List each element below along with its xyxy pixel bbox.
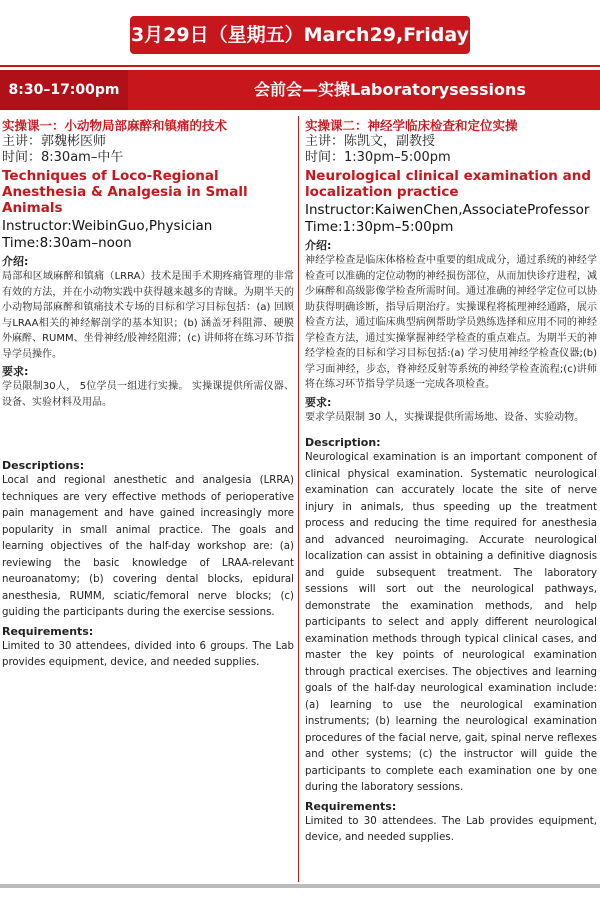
description-label: Description: [305, 436, 381, 449]
workshop-right [305, 118, 597, 878]
workshop-left [2, 118, 294, 878]
session-bar [0, 70, 600, 110]
intro-text: 神经学检查是临床体格检查中重要的组成成分，通过系统的神经学检查可以准确的定位动物的神经损伤部位，从而加快诊疗进程，减少麻醉和高级影像学检查所需时间。通过准确的神经学定位可以协助获得明确诊断，指导后期治疗。实操课程将梳理神经通路，展示检查方法，通过临床典型病例帮助学员熟练选择和应用不同的神经学检查方法，通过实操掌握神经学检查的重点难点。为期半天的神经学检查的目标和学习目标包括:(a) 学习使用神经学检查仪器;(b) 学习面神经，步态，脊神经反射等系统的神经学检查流程;(c)讲师将在练习环节指导学员逐一完成各项检查。 [305, 255, 597, 390]
workshop-en-time: Time:8:30am–noon [2, 235, 132, 251]
intro-text: 局部和区域麻醉和镇痛（LRRA）技术是围手术期疼痛管理的非常有效的方法，并在小动物实践中获得越来越多的青睐。为期半天的小动物局部麻醉和镇痛技术专场的目标和学习目标包括：(a) 回顾与LRAA相关的神经解剖学的基本知识；(b) 涵盖牙科阻滞、硬膜外麻醉、RUMM、坐骨神经/股神经阻滞；(c) 讲师将在练习环节指导学员操作。 [2, 271, 294, 360]
session-title: 会前会—实操Laboratorysessions [254, 80, 526, 99]
intro-label: 介绍: [305, 239, 332, 252]
workshop-en-title: Techniques of Loco-Regional Anesthesia & Analgesia in Small Animals [2, 168, 248, 216]
workshop-cn-host: 主讲：陈凯文，副教授 [305, 134, 436, 149]
requirements-en-text: Limited to 30 attendees, divided into 6 groups. The Lab provides equipment, device, and needed supplies. [2, 640, 294, 668]
workshop-cn-host: 主讲：郭魏彬医师 [2, 134, 107, 149]
top-rule [0, 65, 600, 67]
requirements-cn-text: 学员限制30人， 5位学员一组进行实操。 实操课提供所需仪器、设备、实验材料及用品。 [2, 381, 294, 408]
workshop-cn-time: 时间：8:30am–中午 [2, 150, 124, 165]
column-divider [298, 116, 299, 882]
intro-label: 介绍: [2, 255, 29, 268]
requirements-cn-text: 要求学员限制 30 人，实操课提供所需场地、设备、实验动物。 [305, 411, 585, 423]
bottom-rule [0, 884, 600, 888]
requirements-en-text: Limited to 30 attendees. The Lab provides equipment, device, and needed supplies. [305, 815, 597, 843]
workshop-en-title: Neurological clinical examination and localization practice [305, 168, 592, 200]
session-time: 8:30–17:00pm [0, 70, 128, 110]
description-label: Descriptions: [2, 459, 85, 472]
description-text: Neurological examination is an important component of clinical physical examination. Systematic neurological examination can accurately locate the site of nerve injury in animals, thus speeding up the treatment process and reducing the time required for anesthesia and advanced neuroimaging. Accurate neurological localization can assist in obtaining a definitive diagnosis and guide subsequent treatment. The laboratory sessions will sort out the neurological pathways, demonstrate the examination methods, and help participants to select and apply different neurological examination methods through typical clinical cases, and master the key points of neurological examination through practical exercises. The objectives and learning goals of the half-day neurological examination include: (a) learning to use the neurological examination instruments; (b) learning the neurological examination procedures of the facial nerve, gait, spinal nerve reflexes and other systems; (c) the instructor will guide the participants to complete each examination one by one during the laboratory sessions. [305, 452, 597, 793]
workshop-cn-title: 实操课一：小动物局部麻醉和镇痛的技术 [2, 118, 228, 133]
requirements-cn-label: 要求: [305, 395, 332, 409]
requirements-en-label: Requirements: [305, 799, 397, 813]
workshop-cn-title: 实操课二：神经学临床检查和定位实操 [305, 118, 518, 133]
date-banner: 3月29日（星期五）March29,Friday [130, 16, 470, 54]
requirements-cn-label: 要求: [2, 365, 29, 378]
workshop-cn-time: 时间：1:30pm–5:00pm [305, 150, 451, 165]
workshop-en-instructor: Instructor:WeibinGuo,Physician [2, 218, 213, 234]
description-text: Local and regional anesthetic and analgesia (LRRA) techniques are very effective methods of perioperative pain management and have gained increasingly more popularity in small animal practice. The goals and learning objectives of the half-day workshop are: (a) reviewing the basic knowledge of LRAA-relevant neuroanatomy; (b) covering dental blocks, epidural anesthesia, RUMM, sciatic/femoral nerve blocks; (c) guiding the participants during the exercise sessions. [2, 475, 294, 618]
workshop-en-time: Time:1:30pm–5:00pm [305, 219, 454, 235]
workshop-en-instructor: Instructor:KaiwenChen,AssociateProfessor [305, 202, 590, 218]
requirements-en-label: Requirements: [2, 624, 94, 638]
